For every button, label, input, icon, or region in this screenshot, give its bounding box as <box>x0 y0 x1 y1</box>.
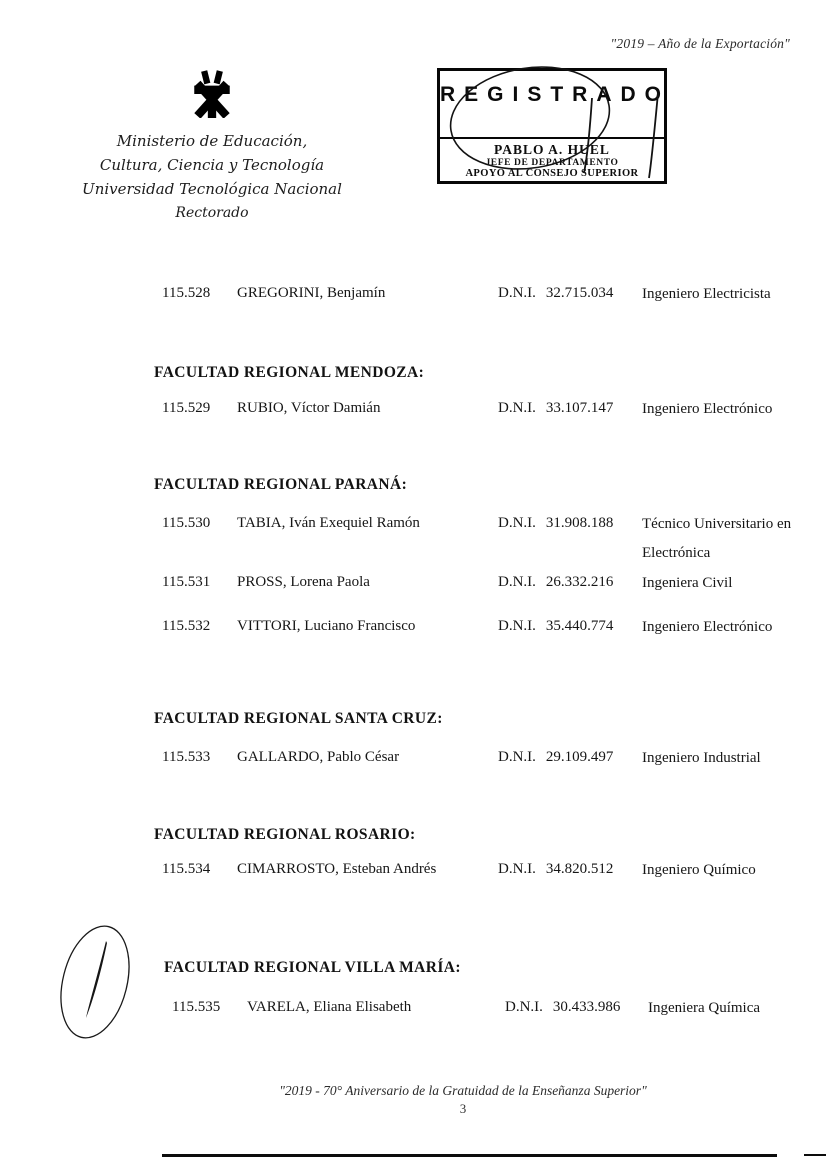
graduate-degree: Ingeniera Civil <box>642 575 733 591</box>
dni-value: 30.433.986 <box>552 999 621 1015</box>
stamp-signer-name: PABLO A. HUEL <box>494 142 610 157</box>
letterhead-line-rectorate: Rectorado <box>175 205 249 221</box>
graduate-number: 115.535 <box>172 999 221 1015</box>
graduate-name: TABIA, Iván Exequiel Ramón <box>237 515 420 531</box>
dni-value: 34.820.512 <box>545 861 614 877</box>
header-motto: "2019 – Año de la Exportación" <box>610 36 790 51</box>
letterhead-line-ministry: Ministerio de Educación, <box>116 132 308 150</box>
graduate-number: 115.528 <box>162 285 211 301</box>
graduate-number: 115.529 <box>162 400 211 416</box>
stamp-title: REGISTRADO <box>440 83 671 106</box>
letterhead <box>62 70 362 225</box>
dni-value: 32.715.034 <box>545 285 614 301</box>
graduate-degree: Ingeniera Química <box>648 1000 761 1016</box>
graduate-degree: Ingeniero Electrónico <box>642 619 773 635</box>
graduate-name: GALLARDO, Pablo César <box>237 749 400 765</box>
margin-initial-stroke <box>86 941 107 1018</box>
scan-border-line <box>162 1154 777 1157</box>
dni-value: 26.332.216 <box>545 574 614 590</box>
margin-initial-paraph <box>50 919 140 1045</box>
dni-label: D.N.I. <box>498 749 536 765</box>
stamp-signature-block <box>440 142 664 181</box>
graduate-name: CIMARROSTO, Esteban Andrés <box>237 861 437 877</box>
scan-border-dash <box>804 1154 826 1156</box>
footer-motto: "2019 - 70° Aniversario de la Gratuidad de la Enseñanza Superior" <box>279 1083 647 1098</box>
dni-label: D.N.I. <box>498 861 536 877</box>
dni-label: D.N.I. <box>505 999 543 1015</box>
graduate-number: 115.531 <box>162 574 211 590</box>
stamp-signer-department: APOYO AL CONSEJO SUPERIOR <box>465 168 639 180</box>
graduate-number: 115.532 <box>162 618 211 634</box>
graduate-degree: Técnico Universitario en Electrónica <box>642 516 792 561</box>
graduate-name: VITTORI, Luciano Francisco <box>237 618 416 634</box>
stamp-divider <box>440 137 664 139</box>
dni-label: D.N.I. <box>498 574 536 590</box>
letterhead-line-university: Universidad Tecnológica Nacional <box>82 180 342 198</box>
dni-label: D.N.I. <box>498 400 536 416</box>
graduate-number: 115.533 <box>162 749 211 765</box>
stamp-signer-role: JEFE DE DEPARTAMENTO <box>485 157 619 168</box>
page-number: 3 <box>459 1101 467 1116</box>
graduate-number: 115.530 <box>162 515 211 531</box>
graduate-degree: Ingeniero Químico <box>642 862 756 878</box>
section-title-rosario: FACULTAD REGIONAL ROSARIO: <box>154 826 416 843</box>
graduate-name: PROSS, Lorena Paola <box>237 574 370 590</box>
dni-label: D.N.I. <box>498 515 536 531</box>
graduate-name: VARELA, Eliana Elisabeth <box>247 999 412 1015</box>
section-title-santa-cruz: FACULTAD REGIONAL SANTA CRUZ: <box>154 710 443 727</box>
graduate-number: 115.534 <box>162 861 211 877</box>
section-title-mendoza: FACULTAD REGIONAL MENDOZA: <box>154 364 425 381</box>
section-title-parana: FACULTAD REGIONAL PARANÁ: <box>154 476 408 493</box>
registered-stamp <box>437 68 671 184</box>
dni-value: 31.908.188 <box>545 515 614 531</box>
section-title-villa-maria: FACULTAD REGIONAL VILLA MARÍA: <box>164 959 461 976</box>
dni-value: 35.440.774 <box>545 618 614 634</box>
graduate-degree: Ingeniero Electricista <box>642 286 771 302</box>
dni-value: 33.107.147 <box>545 400 614 416</box>
graduate-degree: Ingeniero Industrial <box>642 750 761 766</box>
graduate-degree: Ingeniero Electrónico <box>642 401 773 417</box>
graduate-name: GREGORINI, Benjamín <box>237 285 386 301</box>
graduate-name: RUBIO, Víctor Damián <box>237 400 381 416</box>
dni-value: 29.109.497 <box>545 749 614 765</box>
utn-logo-icon <box>191 70 233 123</box>
dni-label: D.N.I. <box>498 285 536 301</box>
dni-label: D.N.I. <box>498 618 536 634</box>
letterhead-line-culture: Cultura, Ciencia y Tecnología <box>99 156 325 174</box>
